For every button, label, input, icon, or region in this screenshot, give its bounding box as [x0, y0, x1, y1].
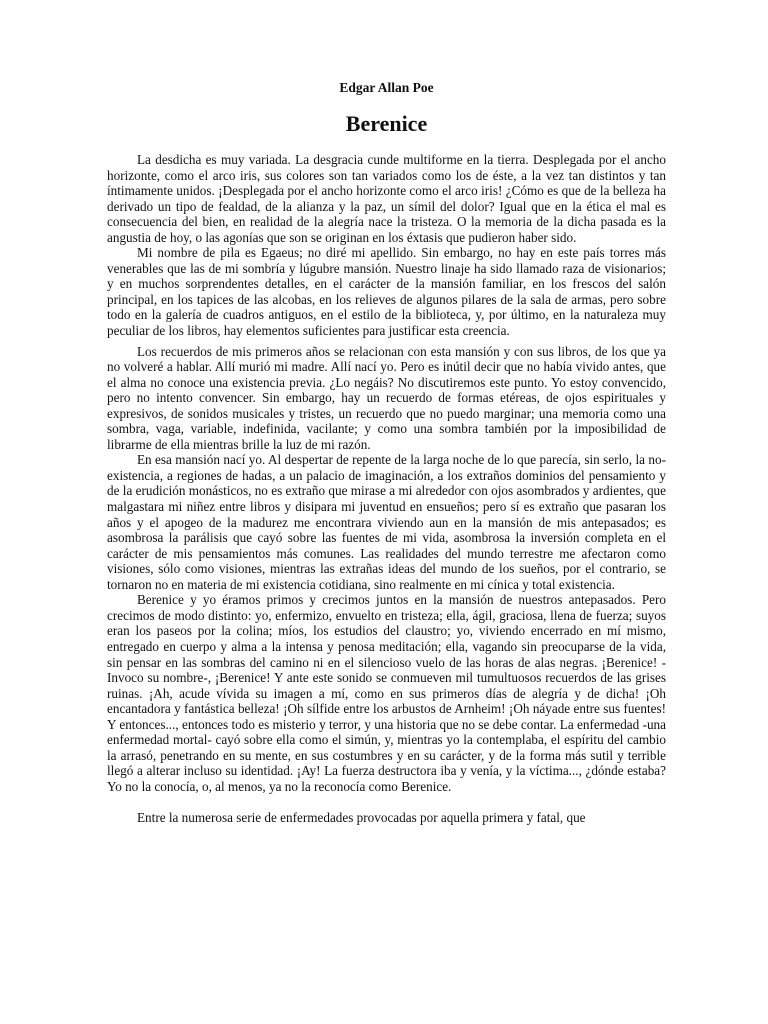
paragraph-3: Los recuerdos de mis primeros años se relacionan con esta mansión y con sus libros, de los que ya no volveré a hablar. Allí murió mi madre. Allí nací yo. Pero es inútil decir que no había vivido antes, que el alma no conoce una existencia previa. ¿Lo negáis? No discutiremos este punto. Yo estoy convencido, pero no intento convencer. Sin embargo, hay un recuerdo de formas etéreas, de ojos espirituales y expresivos, de sonidos musicales y tristes, un recuerdo que no puedo marginar; una memoria como una sombra, vaga, variable, indefinida, vacilante; y como una sombra también por la imposibilidad de librarme de ella mientras brille la luz de mi razón.	[107, 343, 666, 452]
paragraph-2: Mi nombre de pila es Egaeus; no diré mi apellido. Sin embargo, no hay en este país torres más venerables que las de mi sombría y lúgubre mansión. Nuestro linaje ha sido llamado raza de visionarios; y en muchos sorprendentes detalles, en el carácter de la mansión familiar, en los frescos del salón principal, en los tapices de las alcobas, en los relieves de algunos pilares de la sala de armas, pero sobre todo en la galería de cuadros antiguos, en el estilo de la biblioteca, y, por último, en la naturaleza muy peculiar de los libros, hay elementos suficientes para justificar esta creencia.	[107, 245, 666, 339]
paragraph-4: En esa mansión nací yo. Al despertar de repente de la larga noche de lo que parecía, sin serlo, la no-existencia, a regiones de hadas, a un palacio de imaginación, a los extraños dominios del pensamiento y de la erudición monásticos, no es extraño que mirase a mi alrededor con ojos asombrados y ardientes, que malgastara mi niñez entre libros y disipara mi juventud en ensueños; pero sí es extraño que pasaran los años y el apogeo de la madurez me encontrara viviendo aun en la mansión de mis antepasados; es asombrosa la parálisis que cayó sobre las fuentes de mi vida, asombrosa la inversión completa en el carácter de mis pensamientos más comunes. Las realidades del mundo terrestre me afectaron como visiones, sólo como visiones, mientras las extrañas ideas del mundo de los sueños, por el contrario, se tornaron no en materia de mi existencia cotidiana, sino realmente en mi cínica y total existencia.	[107, 452, 666, 592]
author-name: Edgar Allan Poe	[339, 80, 434, 95]
document-page	[107, 0, 666, 1024]
story-title: Berenice	[345, 111, 428, 136]
paragraph-6: Entre la numerosa serie de enfermedades provocadas por aquella primera y fatal, que	[137, 810, 586, 826]
paragraph-5: Berenice y yo éramos primos y crecimos juntos en la mansión de nuestros antepasados. Pero crecimos de modo distinto: yo, enfermizo, envuelto en tristeza; ella, ágil, graciosa, llena de fuerza; suyos eran los paseos por la colina; míos, los estudios del claustro; yo, viviendo encerrado en mí mismo, entregado en cuerpo y alma a la intensa y penosa meditación; ella, vagando sin preocuparse de la vida, sin pensar en las sombras del camino ni en el silencioso vuelo de las horas de alas negras. ¡Berenice! -Invoco su nombre-, ¡Berenice! Y ante este sonido se conmueven mil tumultuosos recuerdos de las grises ruinas. ¡Ah, acude vívida su imagen a mí, como en sus primeros días de alegría y de dicha! ¡Oh encantadora y fantástica belleza! ¡Oh sílfide entre los arbustos de Arnheim! ¡Oh náyade entre sus fuentes! Y entonces..., entonces todo es misterio y terror, y una historia que no se debe contar. La enfermedad -una enfermedad mortal- cayó sobre ella como el simún, y, mientras yo la contemplaba, el espíritu del cambio la arrasó, penetrando en su mente, en sus costumbres y en su carácter, y de la forma más sutil y terrible llegó a alterar incluso su identidad. ¡Ay! La fuerza destructora iba y venía, y la víctima..., ¿dónde estaba? Yo no la conocía, o, al menos, ya no la reconocía como Berenice.	[107, 592, 666, 794]
story-body	[107, 152, 666, 826]
paragraph-1: La desdicha es muy variada. La desgracia cunde multiforme en la tierra. Desplegada por el ancho horizonte, como el arco iris, sus colores son tan variados como los de éste, a la vez tan distintos y tan íntimamente unidos. ¡Desplegada por el ancho horizonte como el arco iris! ¿Cómo es que de la belleza ha derivado un tipo de fealdad, de la alianza y la paz, un símil del dolor? Igual que en la ética el mal es consecuencia del bien, en realidad de la alegría nace la tristeza. O la memoria de la dicha pasada es la angustia de hoy, o las agonías que son se originan en los éxtasis que pudieron haber sido.	[107, 152, 666, 245]
